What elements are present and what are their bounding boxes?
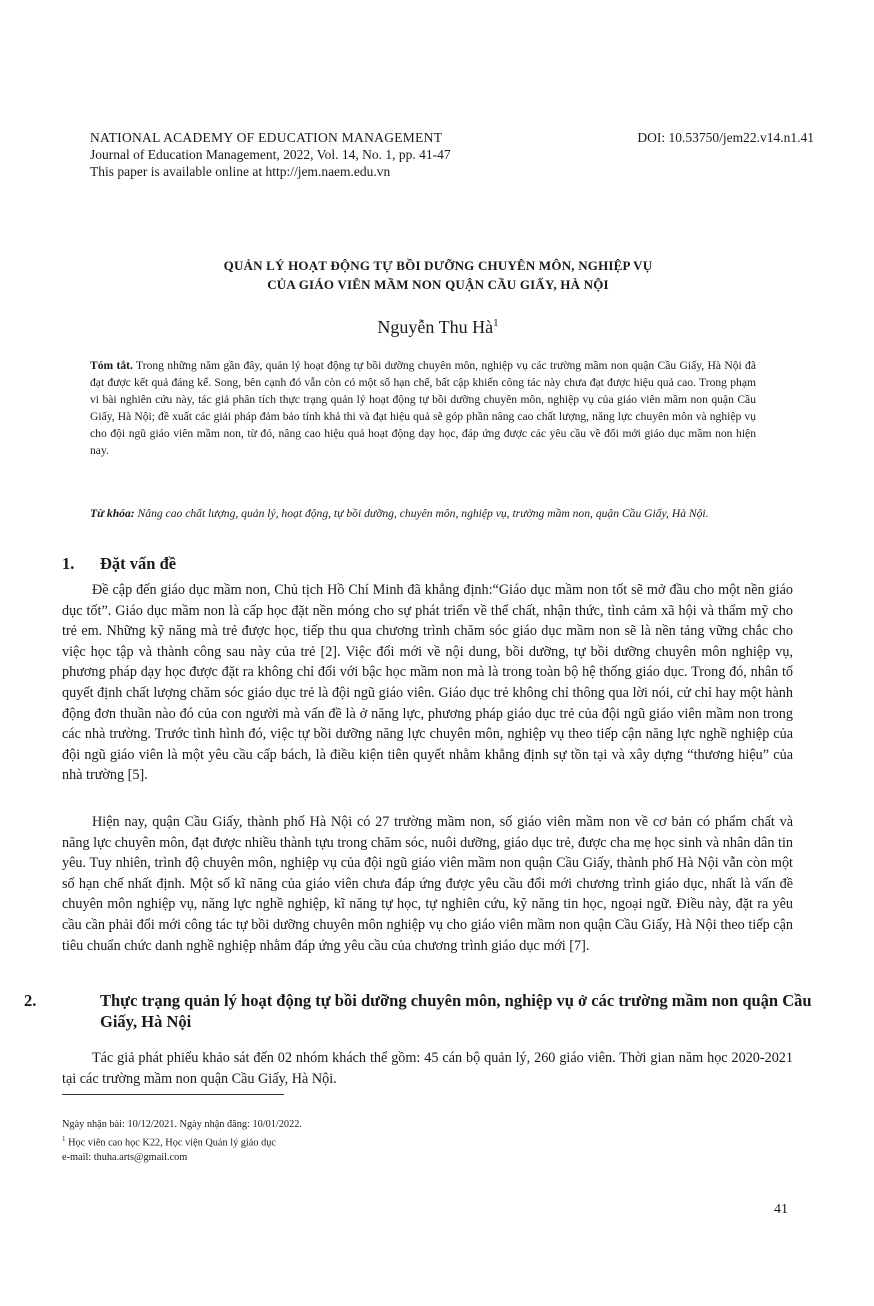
page-number: 41 [774,1202,788,1217]
section-1-paragraph-1: Đề cập đến giáo dục mầm non, Chủ tịch Hồ Chí Minh đã khẳng định:“Giáo dục mầm non tốt sẽ mở đầu cho một nền giáo dục tốt”. Giáo dục mầm non là cấp học đặt nền móng cho sự phát triển về thể chất, nhận thức, tình cảm xã hội và thẩm mỹ cho trẻ em. Những kỹ năng mà trẻ được học, tiếp thu qua chương trình chăm sóc giáo dục mầm non sẽ là nền tảng vững chắc cho việc học tập và thành công sau này của trẻ [2]. Việc đổi mới về nội dung, bồi dưỡng, tự bồi dưỡng chuyên môn nghiệp vụ, phương pháp dạy học được đặt ra không chỉ đối với bậc học mầm non mà là trong toàn bộ hệ thống giáo dục. Trong đó, nhân tố quyết định chất lượng chăm sóc giáo dục trẻ là đội ngũ giáo viên. Giáo dục trẻ không chỉ thông qua lời nói, cử chỉ hay một hành động đơn thuần nào đó của con người mà vấn đề là ở năng lực, phương pháp giáo dục trẻ của đội ngũ giáo viên mầm non trong các nhà trường. Trước tình hình đó, việc tự bồi dưỡng năng lực chuyên môn, nghiệp vụ theo tiếp cận năng lực nghề nghiệp của đội ngũ giáo viên là một yêu cầu cấp bách, là điều kiện tiên quyết nhằm khẳng định sự tồn tại và xây dựng “thương hiệu” của nhà trường [5]. [62,582,793,784]
section-1-title: Đặt vấn đề [100,554,177,573]
doi: DOI: 10.53750/jem22.v14.n1.41 [637,130,814,145]
section-2-title: Thực trạng quản lý hoạt động tự bồi dưỡng chuyên môn, nghiệp vụ ở các trường mầm non quận Cầu Giấy, Hà Nội [100,991,812,1031]
footnote-affiliation-line [62,1132,302,1150]
journal-header [90,129,610,180]
keywords-label: Từ khóa: [90,507,135,520]
paper-title [90,256,786,294]
keywords-text: Nâng cao chất lượng, quản lý, hoạt động, tự bồi dưỡng, chuyên môn, nghiệp vụ, trường mầm non, quận Cầu Giấy, Hà Nội. [134,507,709,520]
institution-name: NATIONAL ACADEMY OF EDUCATION MANAGEMENT [90,130,443,145]
section-2-paragraph-1: Tác giả phát phiếu khảo sát đến 02 nhóm khách thể gồm: 45 cán bộ quản lý, 260 giáo viên. Thời gian năm học 2020-2021 tại các trường mầm non quận Cầu Giấy, Hà Nội. [62,1050,793,1087]
footnote-dates: Ngày nhận bài: 10/12/2021. Ngày nhận đăng: 10/01/2022. [62,1119,302,1130]
abstract [90,357,756,459]
author-affiliation-marker: 1 [493,317,499,329]
footnote-affiliation-marker: 1 [62,1135,66,1143]
abstract-text: Trong những năm gần đây, quản lý hoạt động tự bồi dưỡng chuyên môn, nghiệp vụ các trường mầm non quận Cầu Giấy, Hà Nội đã đạt được kết quả đáng kể. Song, bên cạnh đó vẫn còn có một số hạn chế, bất cập khiến công tác này chưa đạt được hiệu quả cao. Trong phạm vi bài nghiên cứu này, tác giả phân tích thực trạng quản lý hoạt động tự bồi dưỡng chuyên môn, nghiệp vụ của giáo viên mầm non quận Cầu Giấy, Hà Nội; đề xuất các giải pháp đảm bảo tính khả thi và đạt hiệu quả sẽ góp phần nâng cao chất lượng, năng lực chuyên môn và nghiệp vụ cho đội ngũ giáo viên mầm non, từ đó, nâng cao hiệu quả hoạt động dạy học, đáp ứng được các yêu cầu về đổi mới giáo dục mầm non hiện nay. [90,359,756,457]
section-2-number: 2. [24,991,37,1010]
online-availability: This paper is available online at http://jem.naem.edu.vn [90,164,391,179]
abstract-label: Tóm tắt. [90,359,133,372]
section-1-number: 1. [62,554,75,573]
title-line-2: CỦA GIÁO VIÊN MẦM NON QUẬN CẦU GIẤY, HÀ NỘI [267,277,609,292]
keywords [90,505,756,522]
footnote-affiliation: Học viên cao học K22, Học viện Quản lý giáo dục [68,1137,276,1149]
author-name: Nguyễn Thu Hà [377,317,494,337]
footnotes [62,1117,302,1165]
title-line-1: QUẢN LÝ HOẠT ĐỘNG TỰ BỒI DƯỠNG CHUYÊN MÔN, NGHIỆP VỤ [223,258,653,273]
footnote-email: e-mail: thuha.arts@gmail.com [62,1152,188,1164]
section-1-paragraph-2: Hiện nay, quận Cầu Giấy, thành phố Hà Nội có 27 trường mầm non, số giáo viên mầm non về cơ bản có phẩm chất và năng lực chuyên môn, đạt được nhiều thành tựu trong chăm sóc, nuôi dưỡng, giáo dục trẻ, được cha mẹ học sinh và nhân dân tin yêu. Tuy nhiên, trình độ chuyên môn, nghiệp vụ của đội ngũ giáo viên mầm non quận Cầu Giấy, thành phố Hà Nội vẫn còn một số hạn chế nhất định. Một số kĩ năng của giáo viên chưa đáp ứng được yêu cầu đổi mới chương trình giáo dục, nhất là vấn đề chuyên môn nghiệp vụ, năng lực nghề nghiệp, kĩ năng tự học, tự nghiên cứu, kỹ năng tin học, ngoại ngữ. Điều này, đặt ra yêu cầu cần phải đổi mới công tác tự bồi dưỡng chuyên môn nghiệp vụ cho giáo viên mầm non quận Cầu Giấy, Hà Nội theo tiếp cận tiêu chuẩn chức danh nghề nghiệp nhằm đáp ứng yêu cầu của chương trình giáo dục mới [7]. [62,814,793,954]
section-2-heading [24,990,830,1032]
footnote-divider [62,1094,284,1095]
journal-citation: Journal of Education Management, 2022, Vol. 14, No. 1, pp. 41-47 [90,147,451,162]
author [90,317,786,338]
section-1-heading [62,553,176,574]
